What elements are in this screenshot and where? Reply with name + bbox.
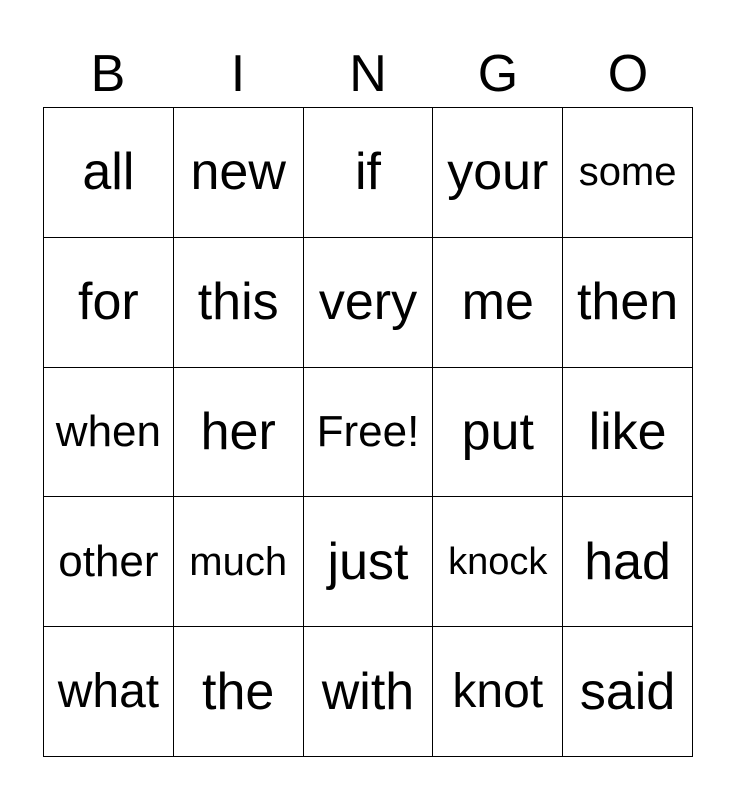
bingo-cell[interactable]: your xyxy=(433,108,563,238)
header-letter-b: B xyxy=(90,45,126,103)
bingo-cell[interactable]: very xyxy=(304,238,434,368)
bingo-cell[interactable]: much xyxy=(174,497,304,627)
bingo-cell[interactable]: if xyxy=(304,108,434,238)
header-letter-i: I xyxy=(230,45,246,103)
bingo-cell[interactable]: some xyxy=(563,108,693,238)
header-letter-o: O xyxy=(607,45,649,103)
bingo-cell[interactable]: like xyxy=(563,368,693,498)
bingo-cell[interactable]: this xyxy=(174,238,304,368)
bingo-cell[interactable]: knock xyxy=(433,497,563,627)
bingo-cell[interactable]: the xyxy=(174,627,304,757)
bingo-cell[interactable]: just xyxy=(304,497,434,627)
bingo-header xyxy=(43,44,693,104)
bingo-grid xyxy=(43,107,693,757)
bingo-cell[interactable]: then xyxy=(563,238,693,368)
bingo-cell[interactable]: other xyxy=(44,497,174,627)
bingo-cell[interactable]: new xyxy=(174,108,304,238)
header-letter-n: N xyxy=(349,45,387,103)
bingo-cell[interactable]: me xyxy=(433,238,563,368)
bingo-cell[interactable]: what xyxy=(44,627,174,757)
bingo-cell[interactable]: said xyxy=(563,627,693,757)
bingo-cell[interactable]: put xyxy=(433,368,563,498)
bingo-cell[interactable]: had xyxy=(563,497,693,627)
bingo-cell[interactable]: all xyxy=(44,108,174,238)
bingo-cell[interactable]: knot xyxy=(433,627,563,757)
header-letter-g: G xyxy=(477,45,519,103)
bingo-cell[interactable]: for xyxy=(44,238,174,368)
bingo-cell[interactable]: her xyxy=(174,368,304,498)
bingo-cell[interactable]: with xyxy=(304,627,434,757)
free-space-cell[interactable]: Free! xyxy=(304,368,434,498)
bingo-cell[interactable]: when xyxy=(44,368,174,498)
